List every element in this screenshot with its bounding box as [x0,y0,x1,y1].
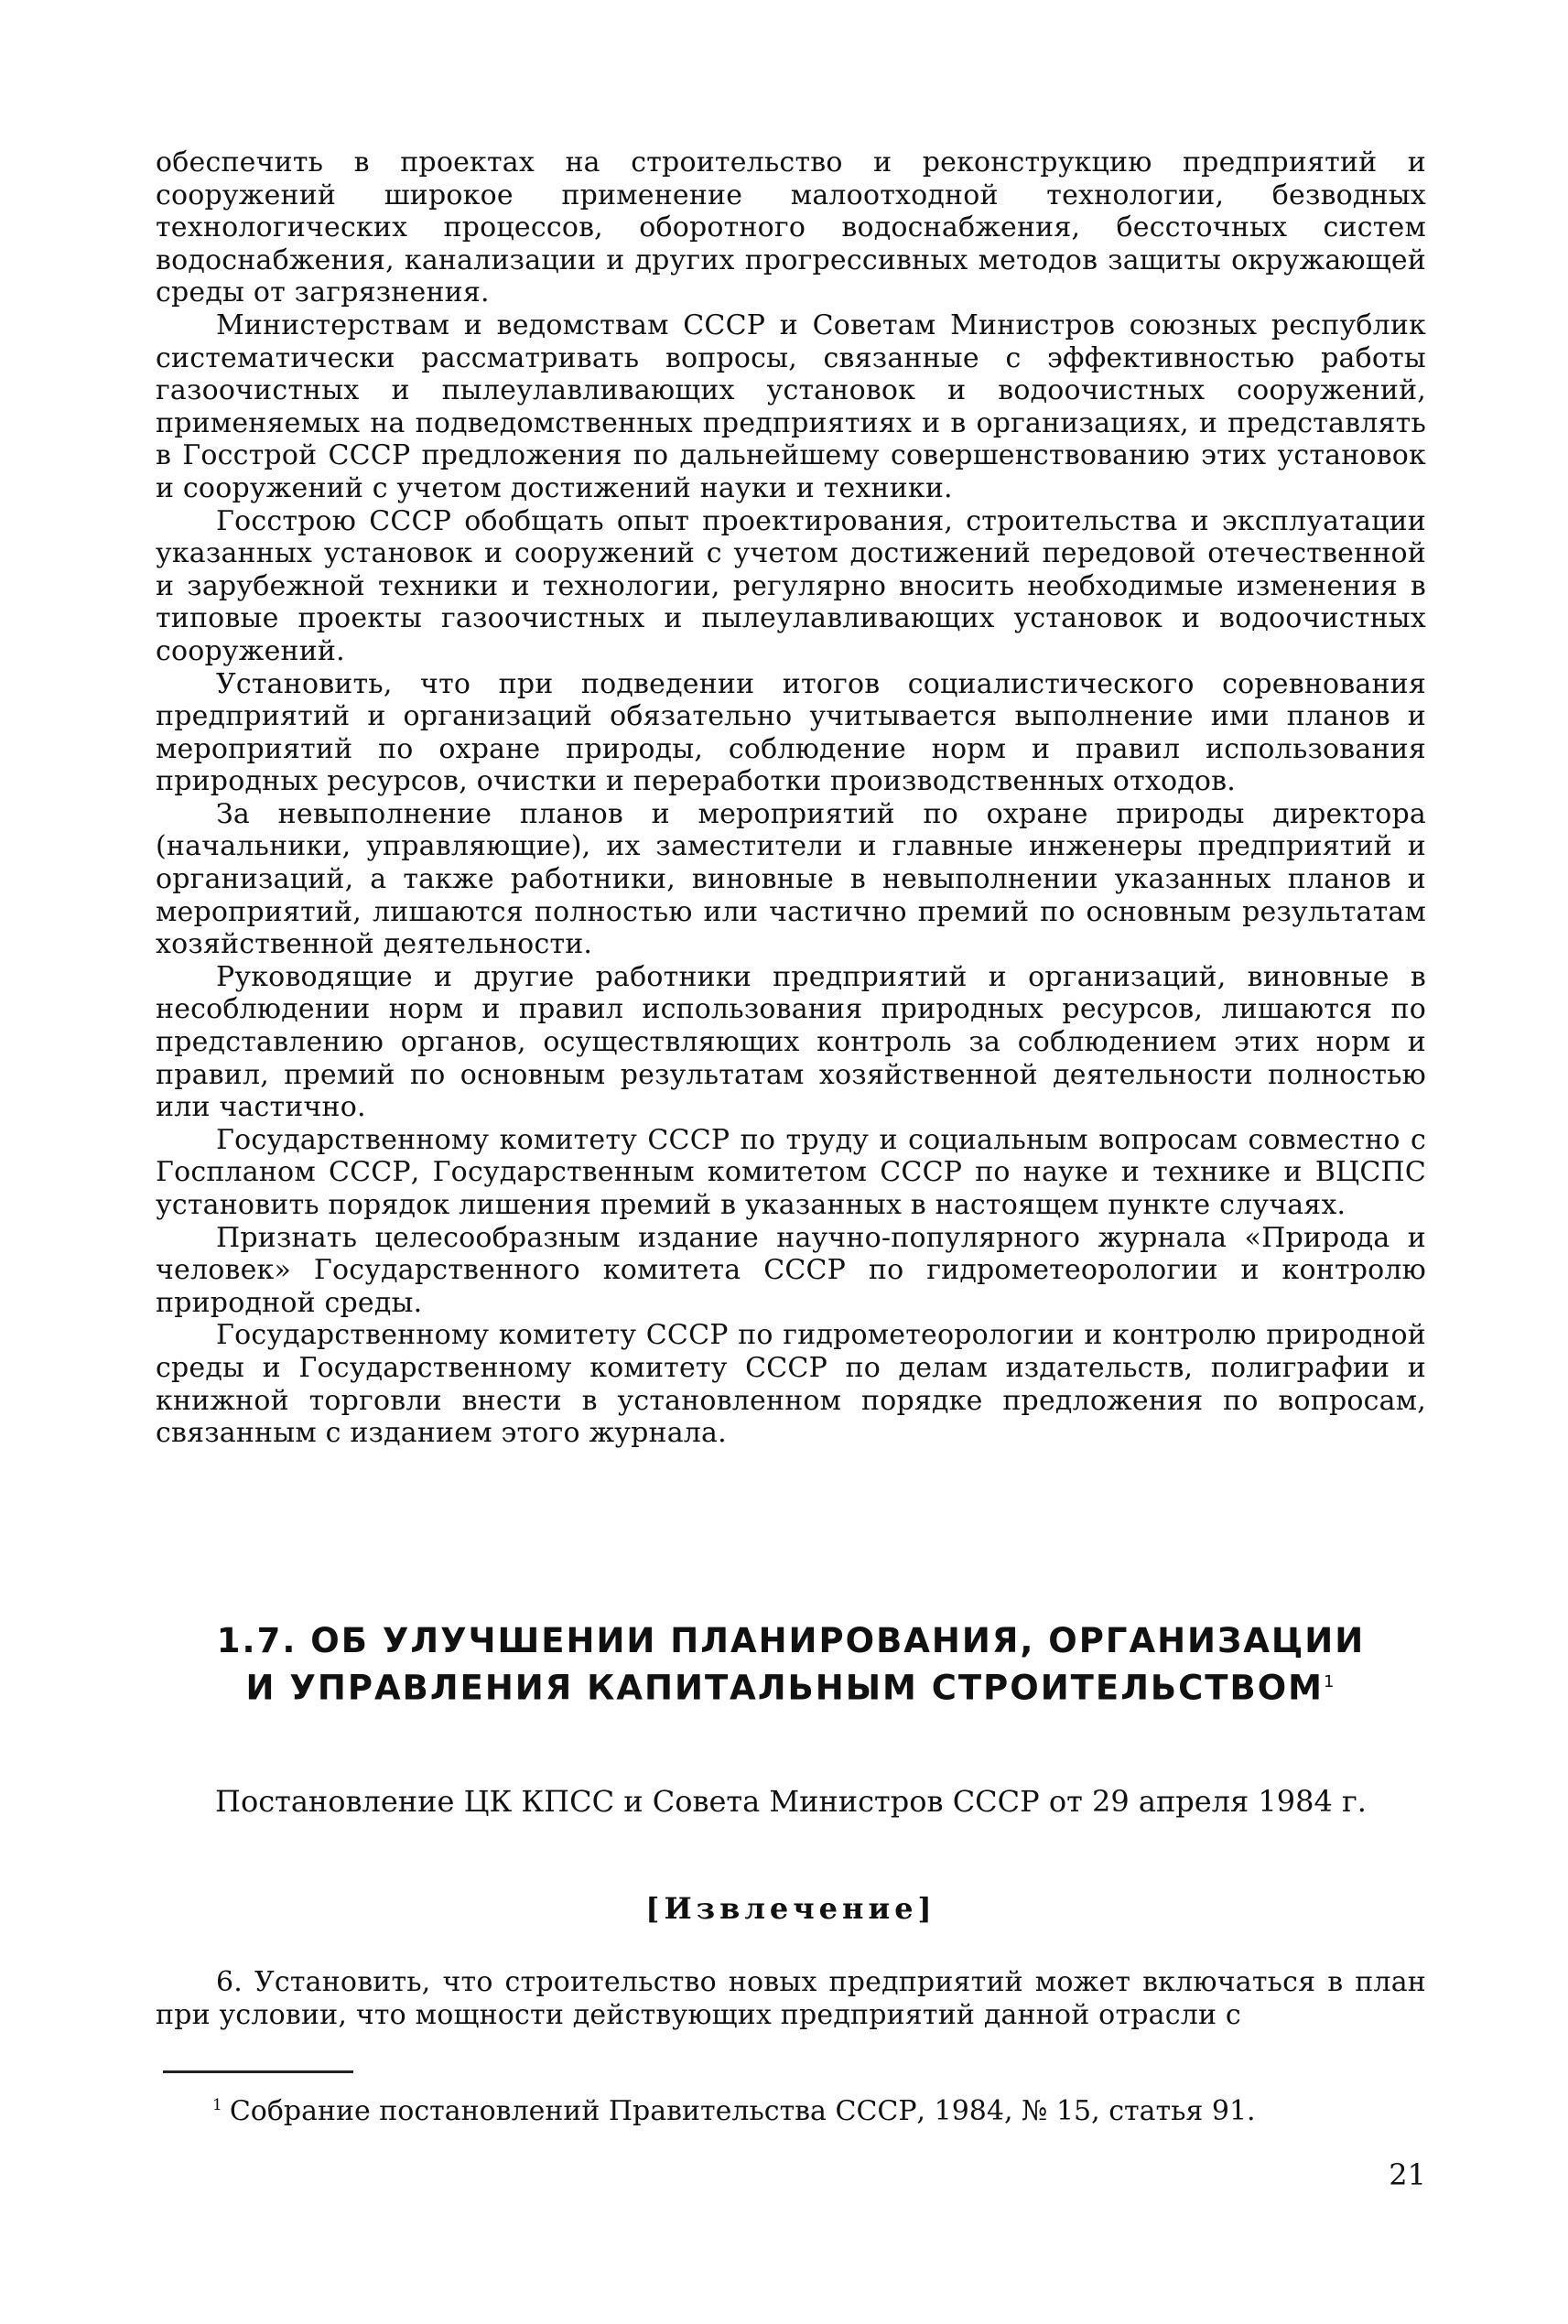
paragraph: Государственному комитету СССР по гидрометеорологии и контролю природной среды и Государственному комитету СССР по делам издательств, полиграфии и книжной торговли внести в установленном порядке предложения по вопросам, связанным с изданием этого журнала. [156,1319,1426,1450]
extract-label: [Извлечение] [645,1891,936,1926]
paragraph: Министерствам и ведомствам СССР и Советам Министров союзных республик систематически рассматривать вопросы, связанные с эффективностью работы газоочистных и пылеулавливающих установок и водоочистных сооружений, применяемых на подведомственных предприятиях и в организациях, и представлять в Госстрой СССР предложения по дальнейшему совершенствованию этих установок и сооружений с учетом достижений науки и техники. [156,308,1426,504]
paragraph: обеспечить в проектах на строительство и реконструкцию предприятий и сооружений широкое применение малоотходной технологии, безводных технологических процессов, оборотного водоснабжения, бессточных систем водоснабжения, канализации и других прогрессивных методов защиты окружающей среды от загрязнения. [156,146,1426,309]
footnote-text: Собрание постановлений Правительства СССР, 1984, № 15, статья 91. [229,2095,1256,2127]
section-heading-line-1: 1.7. ОБ УЛУЧШЕНИИ ПЛАНИРОВАНИЯ, ОРГАНИЗАЦИИ [216,1621,1366,1660]
item-6 [156,1966,1426,2032]
paragraph: Признать целесообразным издание научно-популярного журнала «Природа и человек» Государственного комитета СССР по гидрометеорологии и контролю природной среды. [156,1221,1426,1319]
paragraph: Государственному комитету СССР по труду и социальным вопросам совместно с Госпланом СССР, Государственным комитетом СССР по науке и технике и ВЦСПС установить порядок лишения премий в указанных в настоящем пункте случаях. [156,1123,1426,1221]
paragraph: Установить, что при подведении итогов социалистического соревнования предприятий и организаций обязательно учитывается выполнение ими планов и мероприятий по охране природы, соблюдение норм и правил использования природных ресурсов, очистки и переработки производственных отходов. [156,667,1426,798]
paragraph: 6. Установить, что строительство новых предприятий может включаться в план при условии, что мощности действующих предприятий данной отрасли с [156,1966,1426,2031]
paragraph: За невыполнение планов и мероприятий по охране природы директора (начальники, управляющие), их заместители и главные инженеры предприятий и организаций, а также работники, виновные в невыполнении указанных планов и мероприятий, лишаются полностью или частично премий по основным результатам хозяйственной деятельности. [156,797,1426,961]
footnote-divider [163,2070,353,2073]
section-heading-line-2: И УПРАВЛЕНИЯ КАПИТАЛЬНЫМ СТРОИТЕЛЬСТВОМ$^1$ [245,1668,1336,1708]
body-text [156,146,1426,1450]
resolution-title: Постановление ЦК КПСС и Совета Министров СССР от 29 апреля 1984 г. [215,1784,1367,1819]
paragraph: Руководящие и другие работники предприятий и организаций, виновные в несоблюдении норм и правил использования природных ресурсов, лишаются по представлению органов, осуществляющих контроль за соблюдением этих норм и правил, премий по основным результатам хозяйственной деятельности полностью или частично. [156,960,1426,1124]
page-number: 21 [1389,2157,1426,2192]
footnote [212,2089,1421,2128]
section-heading [156,1620,1426,1708]
heading-footnote-mark: 1 [1324,1672,1336,1692]
footnote-mark: 1 [212,2096,222,2114]
paragraph: Госстрою СССР обобщать опыт проектирования, строительства и эксплуатации указанных установок и сооружений с учетом достижений передовой отечественной и зарубежной техники и технологии, регулярно вносить необходимые изменения в типовые проекты газоочистных и пылеулавливающих установок и водоочистных сооружений. [156,504,1426,667]
